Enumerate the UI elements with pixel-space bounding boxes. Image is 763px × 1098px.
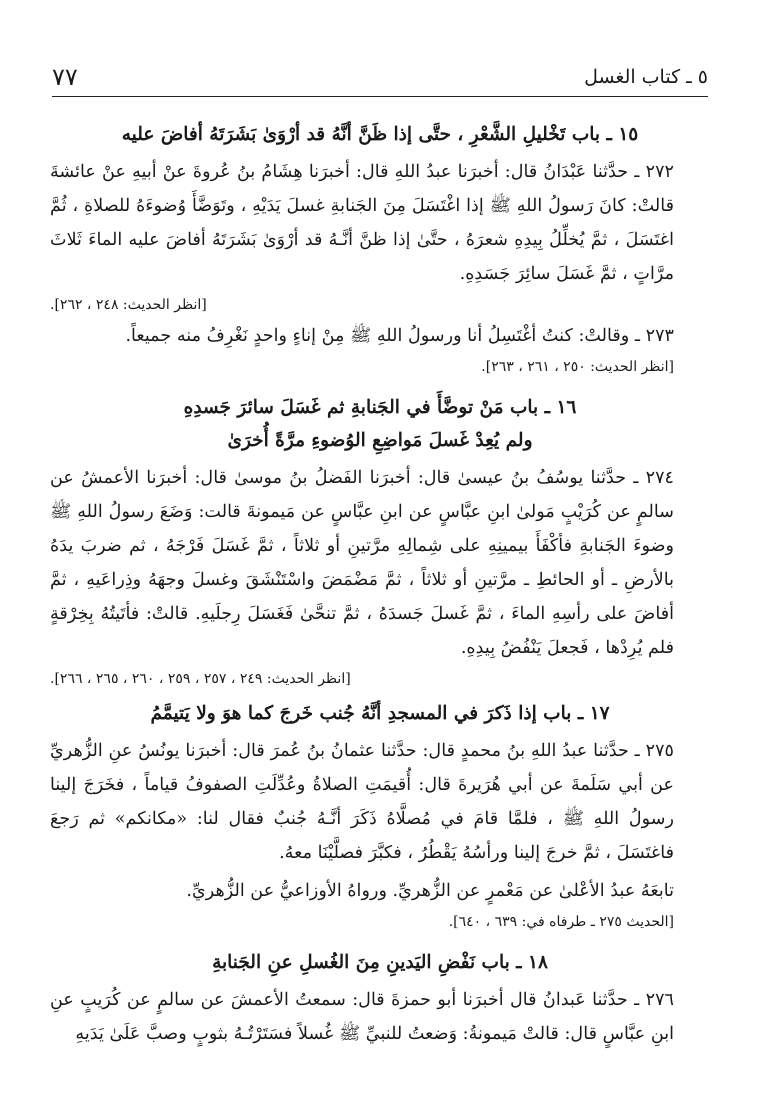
hadith-275: ٢٧٥ ـ حدَّثنا عبدُ اللهِ بنُ محمدٍ قال: حدَّثنا عثمانُ بنُ عُمرَ قال: أخبرَنا يونُسُ عنِ الزُّهريِّ عن أبي سَلَمةَ عن أبي هُرَيرةَ قال: أُقيمَتِ الصلاةُ وعُدِّلَتِ الصفوفُ قياماً ، فخَرَجَ إلينا رسولُ اللهِ ﷺ ، فلمَّا قامَ في مُصلَّاهُ ذَكَرَ أنَّـهُ جُنبٌ فقال لنا: «مكانكم» ثم رَجعَ فاغتَسَلَ ، ثمَّ خرجَ إلينا ورأسُهُ يَقْطُرُ ، فكبَّرَ فصلَّيْنَا معهُ. <box>50 741 674 863</box>
section-heading-15: ١٥ ـ باب تَخْليلِ الشَّعْرِ ، حتَّى إذا ظَنَّ أنَّهُ قد أرْوَىٰ بَشَرَتَهُ أفاضَ عليه <box>121 124 639 145</box>
section-heading-17: ١٧ ـ باب إذا ذَكرَ في المسجدِ أنَّهُ جُنب خَرجَ كما هوَ ولا يَتيمَّمُ <box>150 703 610 724</box>
chapter-title: ٥ ـ كتاب الغسل <box>584 66 708 88</box>
section-heading-18: ١٨ ـ باب نَفْضِ اليَدينِ مِنَ الغُسلِ عنِ الجَنابةِ <box>212 952 548 973</box>
hadith-272: ٢٧٢ ـ حدَّثنا عَبْدَانُ قال: أخبرَنا عبدُ اللهِ قال: أخبرَنا هِشَامُ بنُ عُروةَ عنْ أبيهِ عنْ عائشةَ قالتْ: كانَ رَسولُ اللهِ ﷺ إذا اغْتَسَلَ مِنَ الجَنابةِ غسلَ يَدَيْهِ ، وتَوَضَّأَ وُضوءَهُ للصلاةِ ، ثُمَّ اغتَسَلَ ، ثمَّ يُخلِّلُ بِيدِهِ شعرَهُ ، حتَّىٰ إذا ظنَّ أنَّـهُ قد أرْوَىٰ بَشَرَتَهُ أفاضَ عليه الماءَ ثَلاثَ مرَّاتٍ ، ثمَّ غَسَلَ سائِرَ جَسَدِهِ. <box>50 162 674 284</box>
page-number: ٧٧ <box>52 63 78 91</box>
mutabaa-note: تابعَهُ عبدُ الأعْلىٰ عن مَعْمرٍ عن الزُّهريِّ. ورواهُ الأوزاعيُّ عن الزُّهريِّ. <box>186 881 674 901</box>
reference-273: [انظر الحديث: ٢٥٠ ، ٢٦١ ، ٢٦٣]. <box>481 359 674 375</box>
reference-274: [انظر الحديث: ٢٤٩ ، ٢٥٧ ، ٢٥٩ ، ٢٦٠ ، ٢٦٥ ، ٢٦٦]. <box>50 671 351 687</box>
reference-275: [الحديث ٢٧٥ ـ طرفاه في: ٦٣٩ ، ٦٤٠]. <box>448 914 674 930</box>
section-heading-16-line2: ولم يُعِدْ غَسلَ مَواضِعِ الوُضوءِ مرَّةً أُخرَىٰ <box>227 430 533 451</box>
hadith-273: ٢٧٣ ـ وقالتْ: كنتُ أغْتَسِلُ أنا ورسولُ اللهِ ﷺ مِنْ إناءٍ واحدٍ نَغْرِفُ منه جميعاً. <box>125 326 674 346</box>
section-heading-16: ١٦ ـ باب مَنْ توضَّأَ في الجَنابةِ ثم غَسَلَ سائرَ جَسدِهِ <box>183 397 577 418</box>
hadith-274: ٢٧٤ ـ حدَّثنا يوسُفُ بنُ عيسىٰ قال: أخبرَنا الفَضلُ بنُ موسىٰ قال: أخبرَنا الأعمشُ عن سالمٍ عن كُرَيْبٍ مَولىٰ ابنِ عبَّاسٍ عن ابنِ عبَّاسٍ عن مَيمونةَ قالت: وَضَعَ رسولُ اللهِ ﷺ وضوءَ الجَنابةِ فأكْفَأَ بيمينِهِ على شِمالِهِ مرَّتينِ أو ثلاثاً ، ثمَّ غَسَلَ فَرْجَهُ ، ثم ضربَ يدَهُ بالأرضِ ـ أو الحائطِ ـ مرَّتينِ أو ثلاثاً ، ثمَّ مَضْمَضَ واسْتَنْشَقَ وغسلَ وجهَهُ وذِراعَيهِ ، ثمَّ أفاضَ على رأسِهِ الماءَ ، ثمَّ غَسلَ جَسدَهُ ، ثمَّ تنحَّىٰ فَغَسَلَ رِجلَيهِ. قالتْ: فأتَيتُهُ بِخِرْقةٍ فلم يُرِدْها ، فَجعلَ يَنْفُضُ بِيدِهِ. <box>50 468 674 658</box>
hadith-276: ٢٧٦ ـ حدَّثنا عَبدانُ قال أخبرَنا أبو حمزةَ قال: سمعتُ الأعمشَ عن سالمٍ عن كُرَيبٍ عنِ ابنِ عبَّاسٍ قال: قالتْ مَيمونةُ: وَضعتُ للنبيِّ ﷺ غُسلاً فسَتَرْتُـهُ بثوبٍ وصبَّ عَلَىٰ يَدَيهِ <box>50 990 674 1044</box>
reference-272: [انظر الحديث: ٢٤٨ ، ٢٦٢]. <box>50 297 207 313</box>
page-body <box>50 118 710 1051</box>
running-head <box>52 62 708 97</box>
